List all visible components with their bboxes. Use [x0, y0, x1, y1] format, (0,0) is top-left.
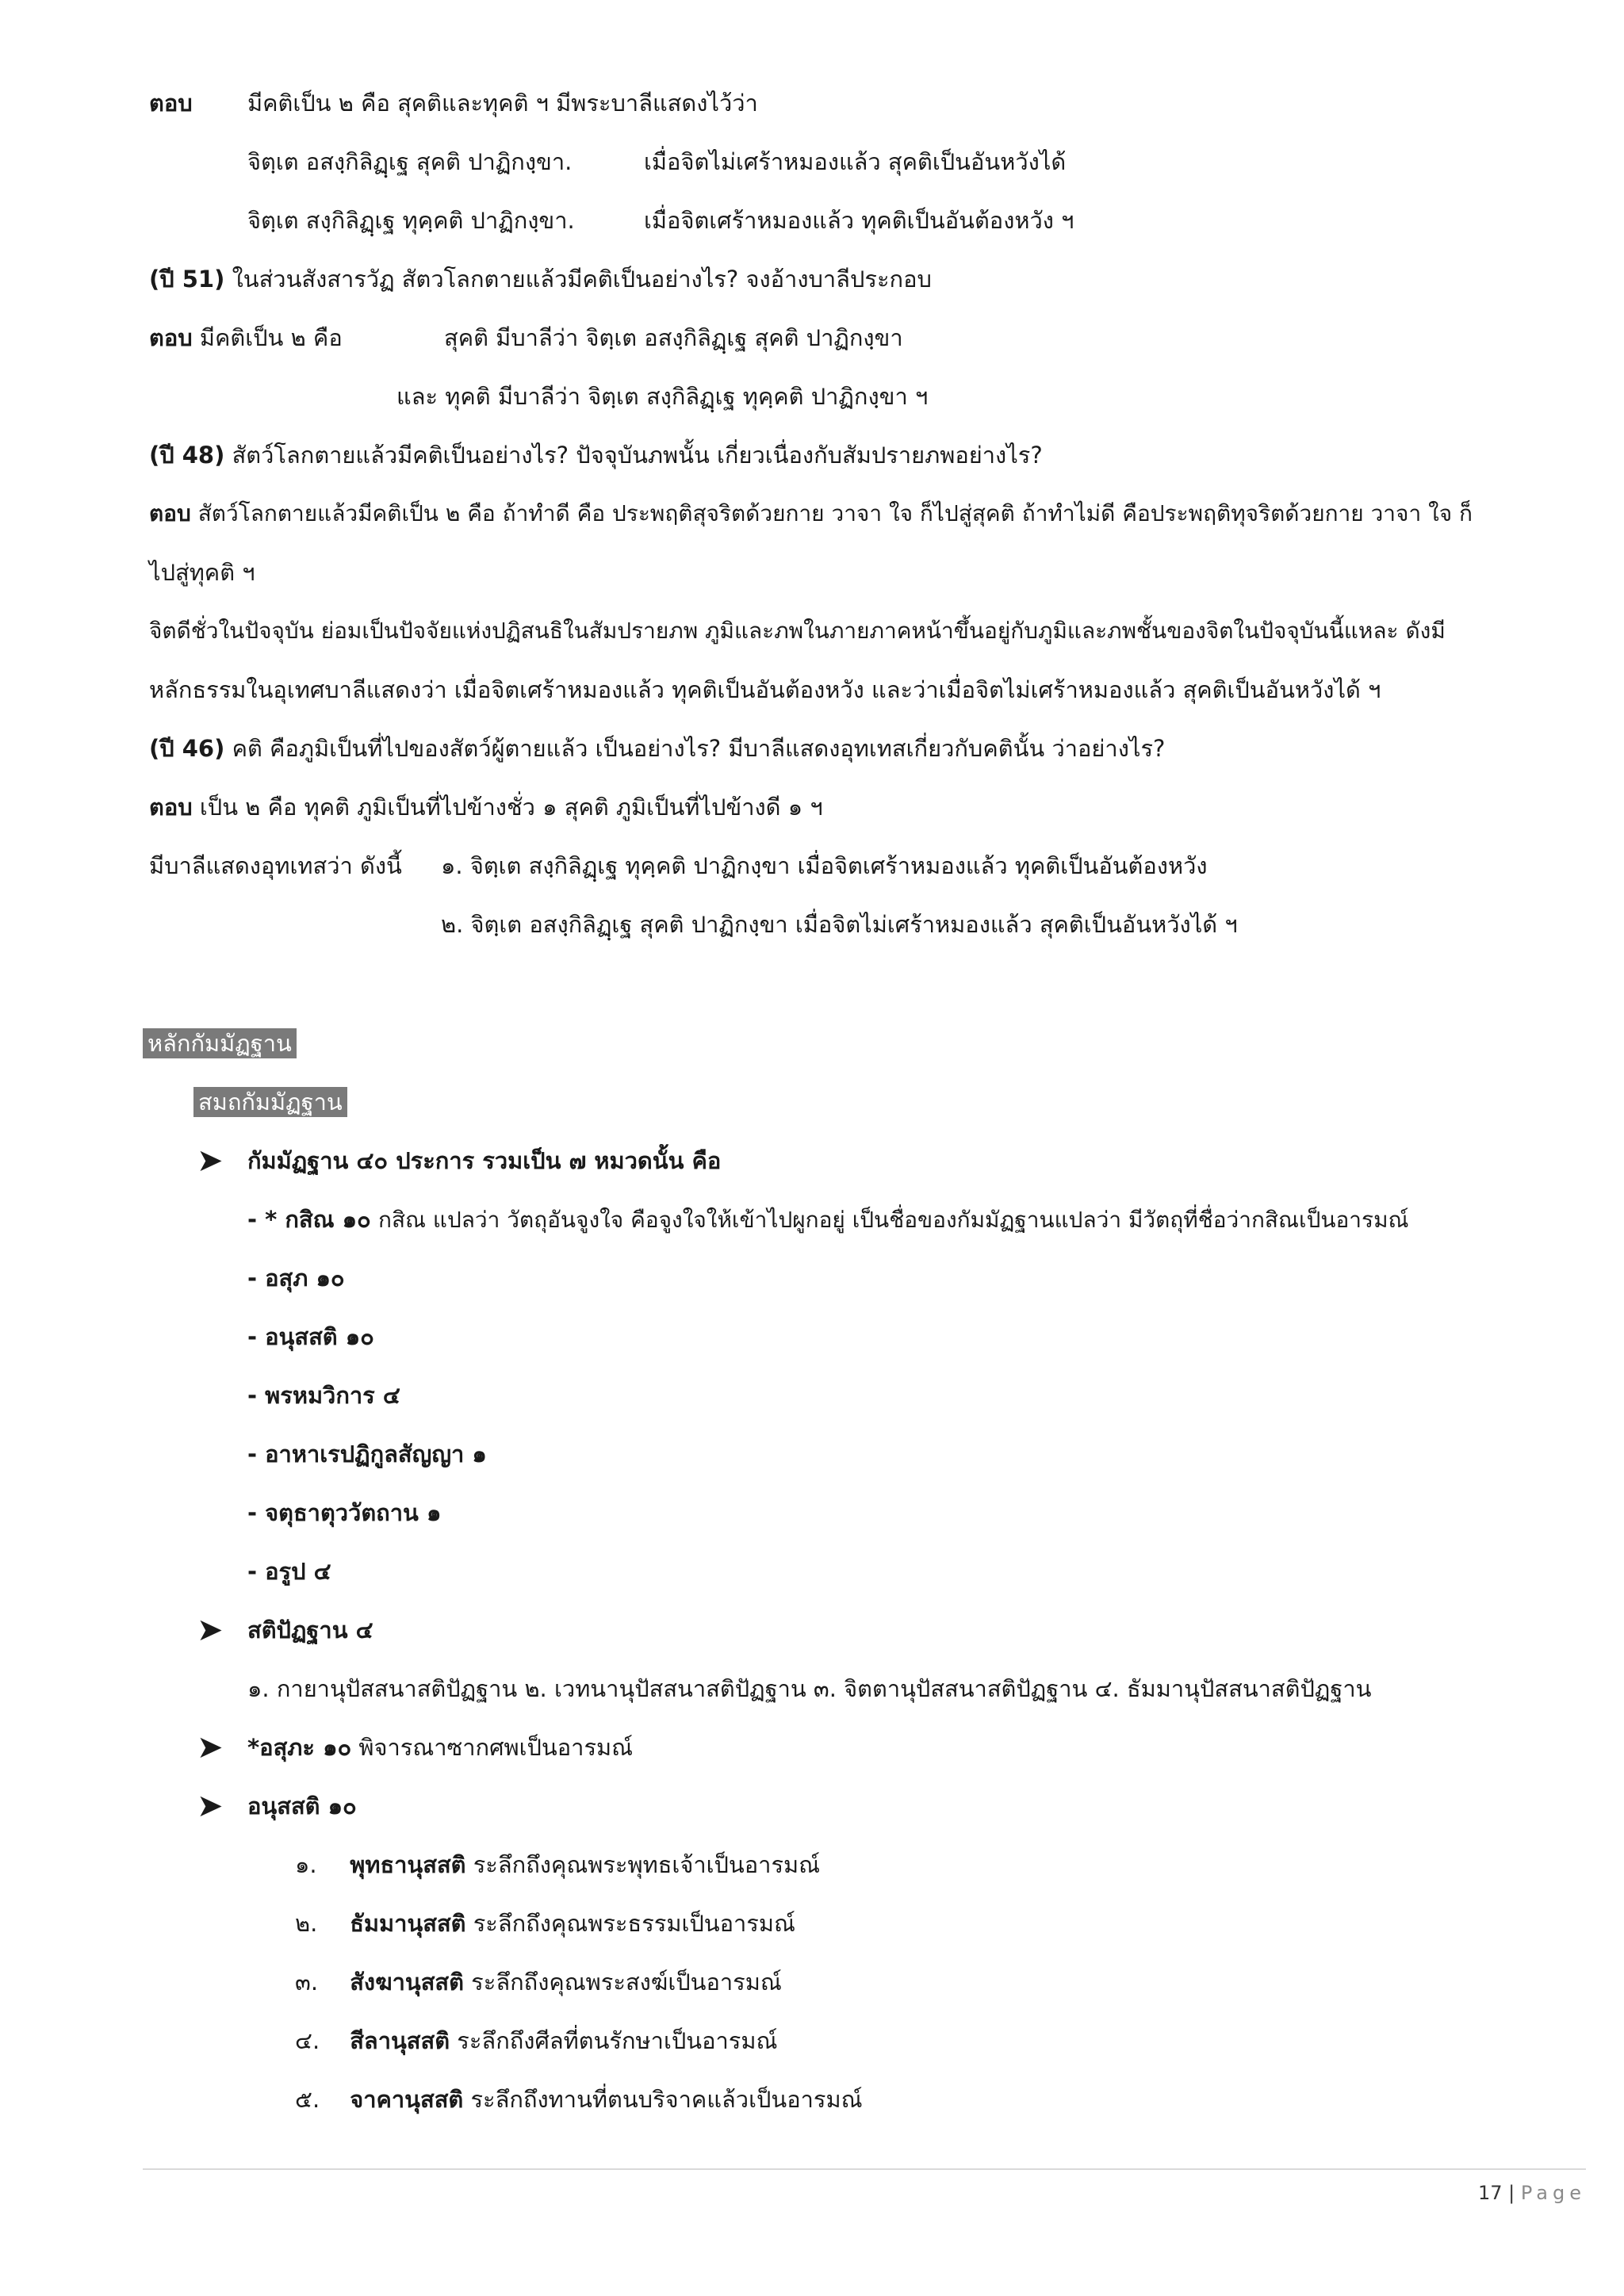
pali-verse: จิตฺเต อสงฺกิลิฏฺเฐ สุคติ ปาฏิกงฺขา. [247, 148, 573, 175]
list-item-description: กสิณ แปลว่า วัตถุอันจูงใจ คือจูงใจให้เข้าไปผูกอยู่ เป็นชื่อของกัมมัฏฐานแปลว่า มีวัตถุที่ชื่อว่ากสิณเป็นอารมณ์ [377, 1207, 1409, 1233]
answer-text: จิตดีชั่วในปัจจุบัน ย่อมเป็นปัจจัยแห่งปฏิสนธิในสัมปรายภพ ภูมิและภพในภายภาคหน้าขึ้นอยู่กับภูมิและภพชั้นของจิตในปัจจุบันนี้แหละ ดังมี [149, 618, 1446, 644]
list-item-description: ๑. กายานุปัสสนาสติปัฏฐาน ๒. เวทนานุปัสสนาสติปัฏฐาน ๓. จิตตานุปัสสนาสติปัฏฐาน ๔. ธัมมานุปัสสนาสติปัฏฐาน [247, 1675, 1372, 1702]
answer-text: และ ทุคติ มีบาลีว่า จิตฺเต สงฺกิลิฏฺเฐ ทุคฺคติ ปาฏิกงฺขา ฯ [396, 383, 929, 410]
item-number: ๔. [295, 2027, 320, 2054]
page-word: Page [1520, 2182, 1586, 2204]
list-item: - อาหาเรปฏิกูลสัญญา ๑ [247, 1441, 487, 1468]
list-item-title: *อสุภะ ๑๐ [247, 1734, 352, 1761]
list-item-description: พิจารณาซากศพเป็นอารมณ์ [358, 1734, 634, 1761]
list-heading: สติปัฏฐาน ๔ [247, 1617, 373, 1644]
answer-text: มีคติเป็น ๒ คือ สุคติและทุคติ ฯ มีพระบาลีแสดงไว้ว่า [247, 90, 758, 117]
arrow-bullet-icon: ➤ [197, 1142, 224, 1179]
item-title: พุทธานุสสติ [350, 1851, 466, 1878]
answer-text: เป็น ๒ คือ ทุคติ ภูมิเป็นที่ไปข้างชั่ว ๑ สุคติ ภูมิเป็นที่ไปข้างดี ๑ ฯ [199, 794, 823, 821]
answer-text: หลักธรรมในอุเทศบาลีแสดงว่า เมื่อจิตเศร้าหมองแล้ว ทุคติเป็นอันต้องหวัง และว่าเมื่อจิตไม่เศร้าหมองแล้ว สุคติเป็นอันหวังได้ ฯ [149, 676, 1381, 703]
item-title: สังฆานุสสติ [350, 1969, 464, 1996]
list-item: - จตุธาตุววัตถาน ๑ [247, 1499, 442, 1526]
answer-label: ตอบ [149, 324, 193, 351]
numbered-item [295, 1965, 782, 1999]
item-number: ๑. [295, 1851, 317, 1878]
pali-translation: เมื่อจิตไม่เศร้าหมองแล้ว สุคติเป็นอันหวังได้ [644, 148, 1067, 175]
answer-label: ตอบ [149, 500, 191, 526]
question-label: (ปี 46) [149, 735, 225, 762]
item-number: ๒. [295, 1910, 318, 1937]
list-item: - อสุภ ๑๐ [247, 1265, 345, 1292]
answer-text: มีบาลีแสดงอุทเทสว่า ดังนี้ [149, 852, 402, 879]
answer-label: ตอบ [149, 90, 193, 117]
item-description: ระลึกถึงคุณพระธรรมเป็นอารมณ์ [473, 1910, 795, 1937]
numbered-item [295, 1847, 820, 1882]
answer-line [149, 320, 343, 355]
question-text: ในส่วนสังสารวัฏ สัตวโลกตายแล้วมีคติเป็นอย่างไร? จงอ้างบาลีประกอบ [232, 266, 932, 293]
answer-text: มีคติเป็น ๒ คือ [199, 324, 343, 351]
item-description: ระลึกถึงคุณพระพุทธเจ้าเป็นอารมณ์ [473, 1851, 821, 1878]
list-item: - อรูป ๔ [247, 1558, 331, 1585]
arrow-bullet-icon: ➤ [197, 1788, 224, 1824]
item-number: ๕. [295, 2086, 320, 2113]
arrow-bullet-icon: ➤ [197, 1612, 224, 1648]
question-line [149, 262, 932, 297]
list-item [247, 1202, 1409, 1238]
item-description: ระลึกถึงศีลที่ตนรักษาเป็นอารมณ์ [457, 2027, 778, 2054]
subsection-heading [193, 1085, 347, 1119]
numbered-item [295, 1906, 795, 1941]
question-label: (ปี 48) [149, 442, 225, 469]
pali-translation: เมื่อจิตเศร้าหมองแล้ว ทุคติเป็นอันต้องหวัง ฯ [644, 207, 1074, 234]
question-label: (ปี 51) [149, 266, 225, 293]
list-heading: กัมมัฏฐาน ๔๐ ประการ รวมเป็น ๗ หมวดนั้น คือ [247, 1147, 722, 1174]
answer-line [149, 790, 823, 825]
answer-line [149, 496, 1473, 531]
item-title: จาคานุสสติ [350, 2086, 464, 2113]
item-title: สีลานุสสติ [350, 2027, 450, 2054]
pali-verse: จิตฺเต สงฺกิลิฏฺเฐ ทุคฺคติ ปาฏิกงฺขา. [247, 207, 575, 234]
numbered-item [295, 2023, 777, 2058]
section-heading [143, 1026, 297, 1061]
page-number: 17 [1477, 2182, 1503, 2204]
arrow-bullet-icon: ➤ [197, 1729, 224, 1766]
question-text: คติ คือภูมิเป็นที่ไปของสัตว์ผู้ตายแล้ว เป็นอย่างไร? มีบาลีแสดงอุทเทสเกี่ยวกับคตินั้น ว่าอย่างไร? [232, 735, 1166, 762]
answer-line [149, 86, 193, 121]
footer-divider [143, 2168, 1586, 2170]
answer-label: ตอบ [149, 794, 193, 821]
page-footer [1478, 2182, 1586, 2204]
question-text: สัตว์โลกตายแล้วมีคติเป็นอย่างไร? ปัจจุบันภพนั้น เกี่ยวเนื่องกับสัมปรายภพอย่างไร? [232, 442, 1043, 469]
list-item-title: - * กสิณ ๑๐ [247, 1206, 371, 1233]
answer-text: ไปสู่ทุคติ ฯ [149, 559, 255, 586]
item-description: ระลึกถึงคุณพระสงฆ์เป็นอารมณ์ [471, 1969, 782, 1996]
list-heading: อนุสสติ ๑๐ [247, 1793, 357, 1820]
list-item [247, 1730, 633, 1765]
answer-text: สัตว์โลกตายแล้วมีคติเป็น ๒ คือ ถ้าทำดี คือ ประพฤติสุจริตด้วยกาย วาจา ใจ ก็ไปสู่สุคติ ถ้าทำไม่ดี คือประพฤติทุจริตด้วยกาย วาจา ใจ ก็ [197, 500, 1473, 526]
list-item: - พรหมวิการ ๔ [247, 1382, 400, 1409]
numbered-item [295, 2082, 863, 2117]
list-item: - อนุสสติ ๑๐ [247, 1323, 374, 1350]
answer-text: สุคติ มีบาลีว่า จิตฺเต อสงฺกิลิฏฺเฐ สุคติ ปาฏิกงฺขา [444, 324, 903, 351]
section-heading-label: หลักกัมมัฏฐาน [143, 1028, 297, 1058]
pali-verse: ๑. จิตฺเต สงฺกิลิฏฺเฐ ทุคฺคติ ปาฏิกงฺขา เมื่อจิตเศร้าหมองแล้ว ทุคติเป็นอันต้องหวัง [441, 852, 1208, 879]
item-title: ธัมมานุสสติ [350, 1910, 466, 1937]
item-number: ๓. [295, 1969, 319, 1996]
subsection-heading-label: สมถกัมมัฏฐาน [193, 1087, 347, 1117]
question-line [149, 731, 1165, 766]
pali-verse: ๒. จิตฺเต อสงฺกิลิฏฺเฐ สุคติ ปาฏิกงฺขา เมื่อจิตไม่เศร้าหมองแล้ว สุคติเป็นอันหวังได้ ฯ [441, 911, 1238, 938]
page-separator: | [1508, 2182, 1515, 2204]
item-description: ระลึกถึงทานที่ตนบริจาคแล้วเป็นอารมณ์ [470, 2086, 863, 2113]
question-line [149, 438, 1043, 473]
